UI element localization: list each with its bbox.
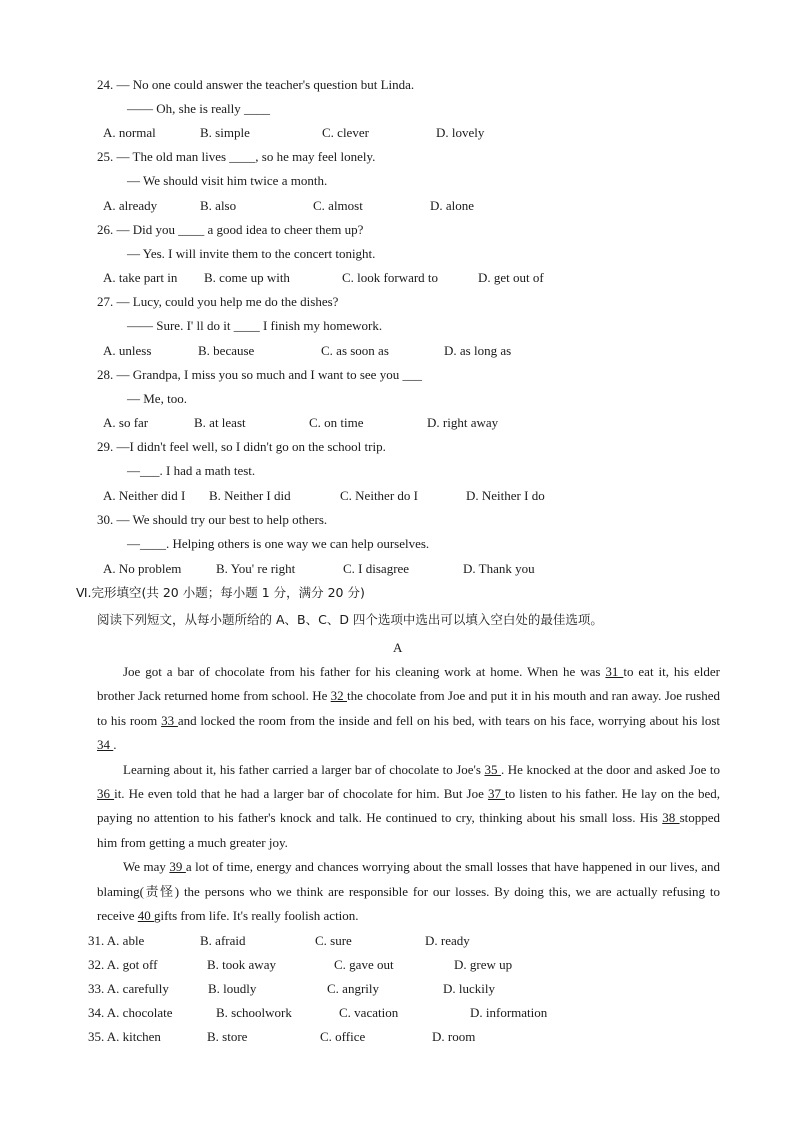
passage-paragraph-1: Joe got a bar of chocolate from his father for his cleaning work at home. When he was 31 to eat it, his elder brother Jack returned home from school. He 32 the chocolate from Joe and put it in his mouth and ran away. Joe rushed to his room 33 and locked the room from the inside and fell on his bed, with tears on his face, worrying about his lost 34 . xyxy=(97,664,721,753)
section-instruction: 阅读下列短文，从每小题所给的 A、B、C、D 四个选项中选出可以填入空白处的最佳选项。 xyxy=(97,612,603,627)
question-25-prompt: 25. — The old man lives ____, so he may feel lonely. xyxy=(97,149,376,164)
blank-39: 39 xyxy=(169,859,186,875)
blank-36: 36 xyxy=(97,786,115,802)
option-d: D. grew up xyxy=(454,957,513,972)
option-a: A. No problem xyxy=(103,561,182,576)
option-a: A. already xyxy=(103,198,158,213)
option-a: A. take part in xyxy=(103,270,178,285)
cloze-passage xyxy=(97,660,720,928)
option-a: 32. A. got off xyxy=(88,957,158,972)
option-b: B. loudly xyxy=(208,981,257,996)
option-c: C. vacation xyxy=(339,1005,399,1020)
option-c: C. Neither do I xyxy=(340,488,418,503)
option-b: B. Neither I did xyxy=(209,488,291,503)
option-b: B. afraid xyxy=(200,933,246,948)
option-c: C. office xyxy=(320,1029,366,1044)
option-d: D. Neither I do xyxy=(466,488,545,503)
option-d: D. get out of xyxy=(478,270,544,285)
option-c: C. clever xyxy=(322,125,369,140)
option-d: D. as long as xyxy=(444,343,512,358)
option-b: B. because xyxy=(198,343,255,358)
option-b: B. You' re right xyxy=(216,561,296,576)
question-26-prompt: 26. — Did you ____ a good idea to cheer them up? xyxy=(97,222,364,237)
option-a: A. unless xyxy=(103,343,152,358)
blank-34: 34 xyxy=(97,737,114,753)
option-a: 31. A. able xyxy=(88,933,145,948)
question-27-response: —— Sure. I' ll do it ____ I finish my homework. xyxy=(127,318,383,333)
option-b: B. schoolwork xyxy=(216,1005,292,1020)
question-24-response: —— Oh, she is really ____ xyxy=(127,101,270,116)
passage-paragraph-3: We may 39 a lot of time, energy and chances worrying about the small losses that have happened in our lives, and blaming(责怪) the persons who we think are responsible for our losses. By doing this, we are actually refusing to receive 40 gifts from life. It's really foolish action. xyxy=(97,859,720,924)
option-b: B. simple xyxy=(200,125,250,140)
blank-37: 37 xyxy=(487,786,506,802)
option-d: D. lovely xyxy=(436,125,485,140)
question-30-prompt: 30. — We should try our best to help others. xyxy=(97,512,328,527)
question-27-prompt: 27. — Lucy, could you help me do the dishes? xyxy=(97,294,339,309)
passage-paragraph-2: Learning about it, his father carried a larger bar of chocolate to Joe's 35 . He knocked at the door and asked Joe to 36 it. He even told that he had a larger bar of chocolate for him. But Joe 37 to listen to his father. He lay on the bed, paying no attention to his father's knock and talk. He continued to cry, thinking about his small loss. His 38 stopped him from getting a much greater joy. xyxy=(97,761,721,850)
option-d: D. information xyxy=(470,1005,548,1020)
question-30-response: —____. Helping others is one way we can help ourselves. xyxy=(127,536,430,551)
option-b: B. store xyxy=(207,1029,248,1044)
blank-33: 33 xyxy=(161,712,178,728)
option-c: C. gave out xyxy=(334,957,394,972)
option-b: B. took away xyxy=(207,957,276,972)
blank-40: 40 xyxy=(137,908,155,924)
blank-38: 38 xyxy=(662,810,680,826)
option-a: A. Neither did I xyxy=(103,488,186,503)
option-b: B. at least xyxy=(194,415,246,430)
section-heading: Ⅵ.完形填空(共 20 小题；每小题 1 分，满分 20 分) xyxy=(76,585,365,600)
option-d: D. room xyxy=(432,1029,476,1044)
option-c: C. angrily xyxy=(327,981,379,996)
option-a: A. normal xyxy=(103,125,156,140)
question-24-prompt: 24. — No one could answer the teacher's question but Linda. xyxy=(97,77,415,92)
option-a: 34. A. chocolate xyxy=(88,1005,173,1020)
question-28-prompt: 28. — Grandpa, I miss you so much and I want to see you ___ xyxy=(97,367,422,382)
blank-31: 31 xyxy=(605,664,624,679)
option-b: B. come up with xyxy=(204,270,290,285)
option-a: 33. A. carefully xyxy=(88,981,169,996)
passage-label: A xyxy=(393,640,403,655)
question-25-response: — We should visit him twice a month. xyxy=(127,173,328,188)
option-d: D. luckily xyxy=(443,981,495,996)
option-d: D. Thank you xyxy=(463,561,535,576)
question-28-response: — Me, too. xyxy=(127,391,187,406)
question-26-response: — Yes. I will invite them to the concert tonight. xyxy=(127,246,376,261)
blank-35: 35 xyxy=(484,761,502,777)
option-a: A. so far xyxy=(103,415,149,430)
blank-32: 32 xyxy=(330,688,347,704)
option-c: C. on time xyxy=(309,415,364,430)
option-d: D. alone xyxy=(430,198,475,213)
question-29-response: —___. I had a math test. xyxy=(127,463,256,478)
option-c: C. almost xyxy=(313,198,363,213)
option-b: B. also xyxy=(200,198,237,213)
option-d: D. right away xyxy=(427,415,499,430)
option-c: C. as soon as xyxy=(321,343,389,358)
option-c: C. I disagree xyxy=(343,561,410,576)
option-c: C. look forward to xyxy=(342,270,439,285)
option-a: 35. A. kitchen xyxy=(88,1029,161,1044)
option-d: D. ready xyxy=(425,933,470,948)
option-c: C. sure xyxy=(315,933,352,948)
question-29-prompt: 29. —I didn't feel well, so I didn't go on the school trip. xyxy=(97,439,386,454)
